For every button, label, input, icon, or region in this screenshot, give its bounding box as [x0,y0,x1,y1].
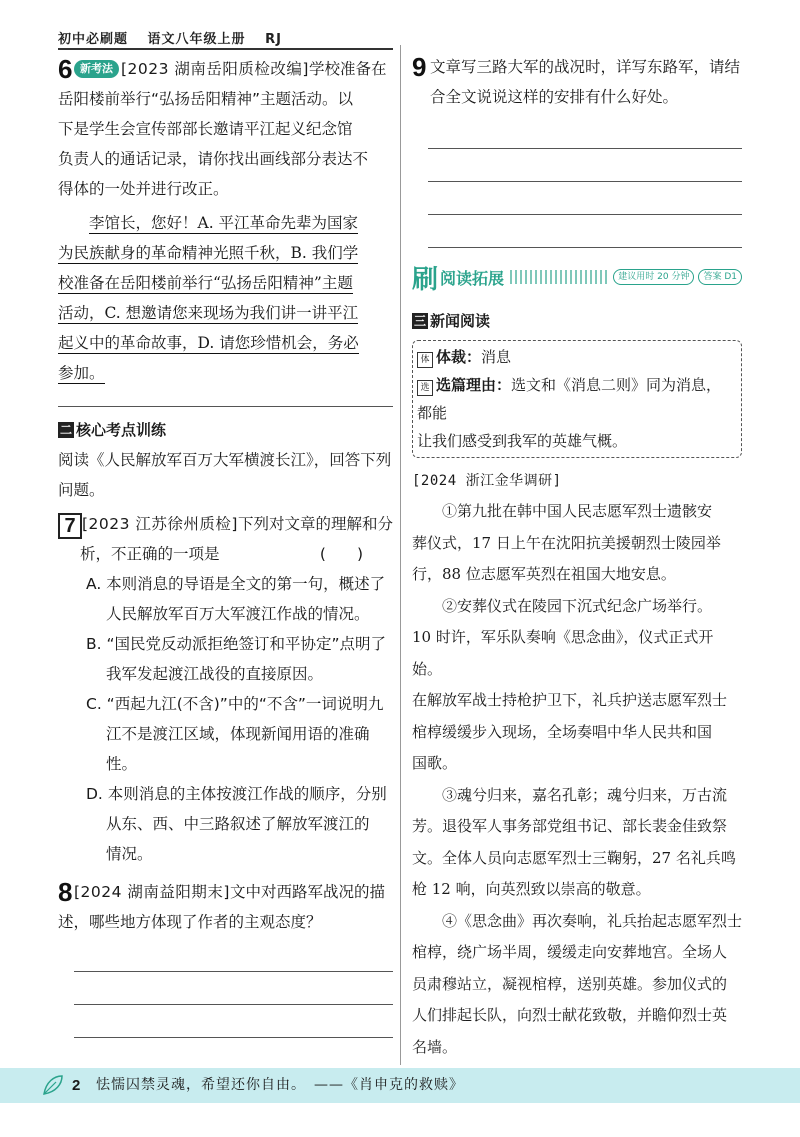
question-6 [58,54,393,388]
reading-extension-banner [412,260,742,294]
answer-page-badge: 答案 D1 [698,269,742,285]
question-8 [58,877,393,1071]
question-9 [412,52,742,248]
reason-label: 选篇理由： [436,376,512,394]
stem-line: 得体的一处并进行改正。 [58,180,229,198]
section-title: 新闻阅读 [430,312,491,330]
article-paragraph: ③魂兮归来，嘉名孔彰；魂兮归来，万古流 芳。退役军人事务部党组书记、部长裴金佳致祭 文。全体人员向志愿军烈士三鞠躬，27 名礼兵鸣 枪 12 响，向英烈致以崇高的敬意。 [412,785,736,898]
stem-line: 学校准备在 [308,60,387,78]
section-mark: 三 [413,314,426,328]
subject-title: 语文八年级上册 [147,32,246,47]
header-rule [58,48,393,50]
answer-line[interactable] [74,972,393,1005]
stem-line: 述，哪些地方体现了作者的主观态度？ [58,913,322,931]
stem-line: 文中对西路军战况的描 [229,883,385,901]
question-source: [2023 湖南岳阳质检改编] [121,60,309,78]
question-7 [58,509,393,869]
answer-parentheses[interactable]: ( ) [319,545,363,563]
section-heading [58,417,393,443]
option-b[interactable]: B. “国民党反动派拒绝签订和平协定”点明了 我军发起渡江战役的直接原因。 [86,635,387,683]
news-article [412,496,742,1063]
option-c[interactable]: C. “西起九江(不含)”中的“不含”一词说明九 江不是渡江区域，体现新闻用语的准确性。 [86,695,384,773]
section-rule [58,406,393,407]
stem-line: 析，不正确的一项是 [80,545,220,563]
footer-quote: 怯懦囚禁灵魂，希望还你自由。 ——《肖申克的救赎》 [96,1077,464,1093]
question-number: 7 [58,513,82,539]
section-heading [412,308,742,334]
answer-line[interactable] [428,182,742,215]
suggested-time-badge: 建议用时 20 分钟 [613,269,694,285]
page-header [58,28,398,50]
column-divider [400,45,401,1065]
answer-line[interactable] [428,215,742,248]
series-title: 初中必刷题 [58,32,129,47]
answer-line[interactable] [428,149,742,182]
genre-value: 消息 [481,348,512,366]
right-column [412,52,742,1063]
dialog-line: 活动，C. 想邀请您来现场为我们讲一讲平江 [58,304,359,322]
dialog-line: 为民族献身的革命精神光照千秋，B. 我们学 [58,244,359,262]
question-source: [2023 江苏徐州质检] [82,515,238,533]
genre-icon: 体 [417,352,433,368]
reading-intro [58,445,393,505]
section-mark: 二 [59,423,72,437]
question-source: [2024 湖南益阳期末] [74,883,230,901]
article-paragraph: ②安葬仪式在陵园下沉式纪念广场举行。 10 时许，军乐队奏响《思念曲》，仪式正式开始。 在解放军战士持枪护卫下，礼兵护送志愿军烈士 棺椁缓缓步入现场，全场奏唱中华人民共和国 国歌。 [412,596,728,772]
dialog-line: 参加。 [58,364,105,382]
dialog-line: 校准备在岳阳楼前举行“弘扬岳阳精神”主题 [58,274,353,292]
option-a[interactable]: A. 本则消息的导语是全文的第一句，概述了 人民解放军百万大军渡江作战的情况。 [86,575,386,623]
question-number: 8 [58,877,73,907]
answer-line[interactable] [74,1005,393,1038]
article-paragraph: ④《思念曲》再次奏响，礼兵抬起志愿军烈士 棺椁，绕广场半周，缓缓走向安葬地宫。全场人 员肃穆站立，凝视棺椁，送别英雄。参加仪式的 人们排起长队，向烈士献花致敬，并瞻仰烈士英 名墙。 [412,911,743,1056]
intro-line: 阅读《人民解放军百万大军横渡长江》，回答下列 [58,451,392,469]
stem-line: 下列对文章的理解和分 [237,515,393,533]
dialog-line: 李馆长，您好！A. 平江革命先辈为国家 [89,214,359,232]
answer-line[interactable] [74,1038,393,1071]
banner-title: 阅读拓展 [440,268,505,288]
reason-line: 选文和《消息二则》同为消息，都能 [417,376,722,422]
reason-icon: 选 [417,380,433,396]
article-info-box [412,340,742,458]
genre-label: 体裁： [436,348,482,366]
stem-line: 岳阳楼前举行“弘扬岳阳精神”主题活动。以 [58,90,354,108]
article-source: [2024 浙江金华调研] [412,473,562,489]
stem-line: 下是学生会宣传部部长邀请平江起义纪念馆 [58,120,353,138]
edition-label: RJ [265,32,282,47]
stem-line: 合全文说说这样的安排有什么好处。 [430,88,679,106]
article-paragraph: ①第九批在韩中国人民志愿军烈士遗骸安 葬仪式，17 日上午在沈阳抗美援朝烈士陵园举 行，88 位志愿军英烈在祖国大地安息。 [412,502,721,583]
dialog-line: 起义中的革命故事，D. 请您珍惜机会，务必 [58,334,359,352]
stem-line: 负责人的通话记录，请你找出画线部分表达不 [58,150,369,168]
banner-logo: 刷 [412,264,439,295]
left-column [58,52,393,1071]
option-d[interactable]: D. 本则消息的主体按渡江作战的顺序，分别 从东、西、中三路叙述了解放军渡江的 情况。 [86,785,387,863]
stem-line: 文章写三路大军的战况时，详写东路军，请结 [430,58,741,76]
question-number: 6 [58,54,73,84]
new-exam-badge: 新考法 [74,60,119,78]
page-number: 2 [72,1077,81,1094]
question-number: 9 [412,52,427,82]
answer-line[interactable] [74,939,393,972]
answer-line[interactable] [428,116,742,149]
intro-line: 问题。 [58,481,105,499]
leaf-icon [40,1072,66,1098]
reason-line: 让我们感受到我军的英雄气概。 [417,432,628,450]
banner-decoration [510,270,607,284]
section-title: 核心考点训练 [76,421,167,439]
